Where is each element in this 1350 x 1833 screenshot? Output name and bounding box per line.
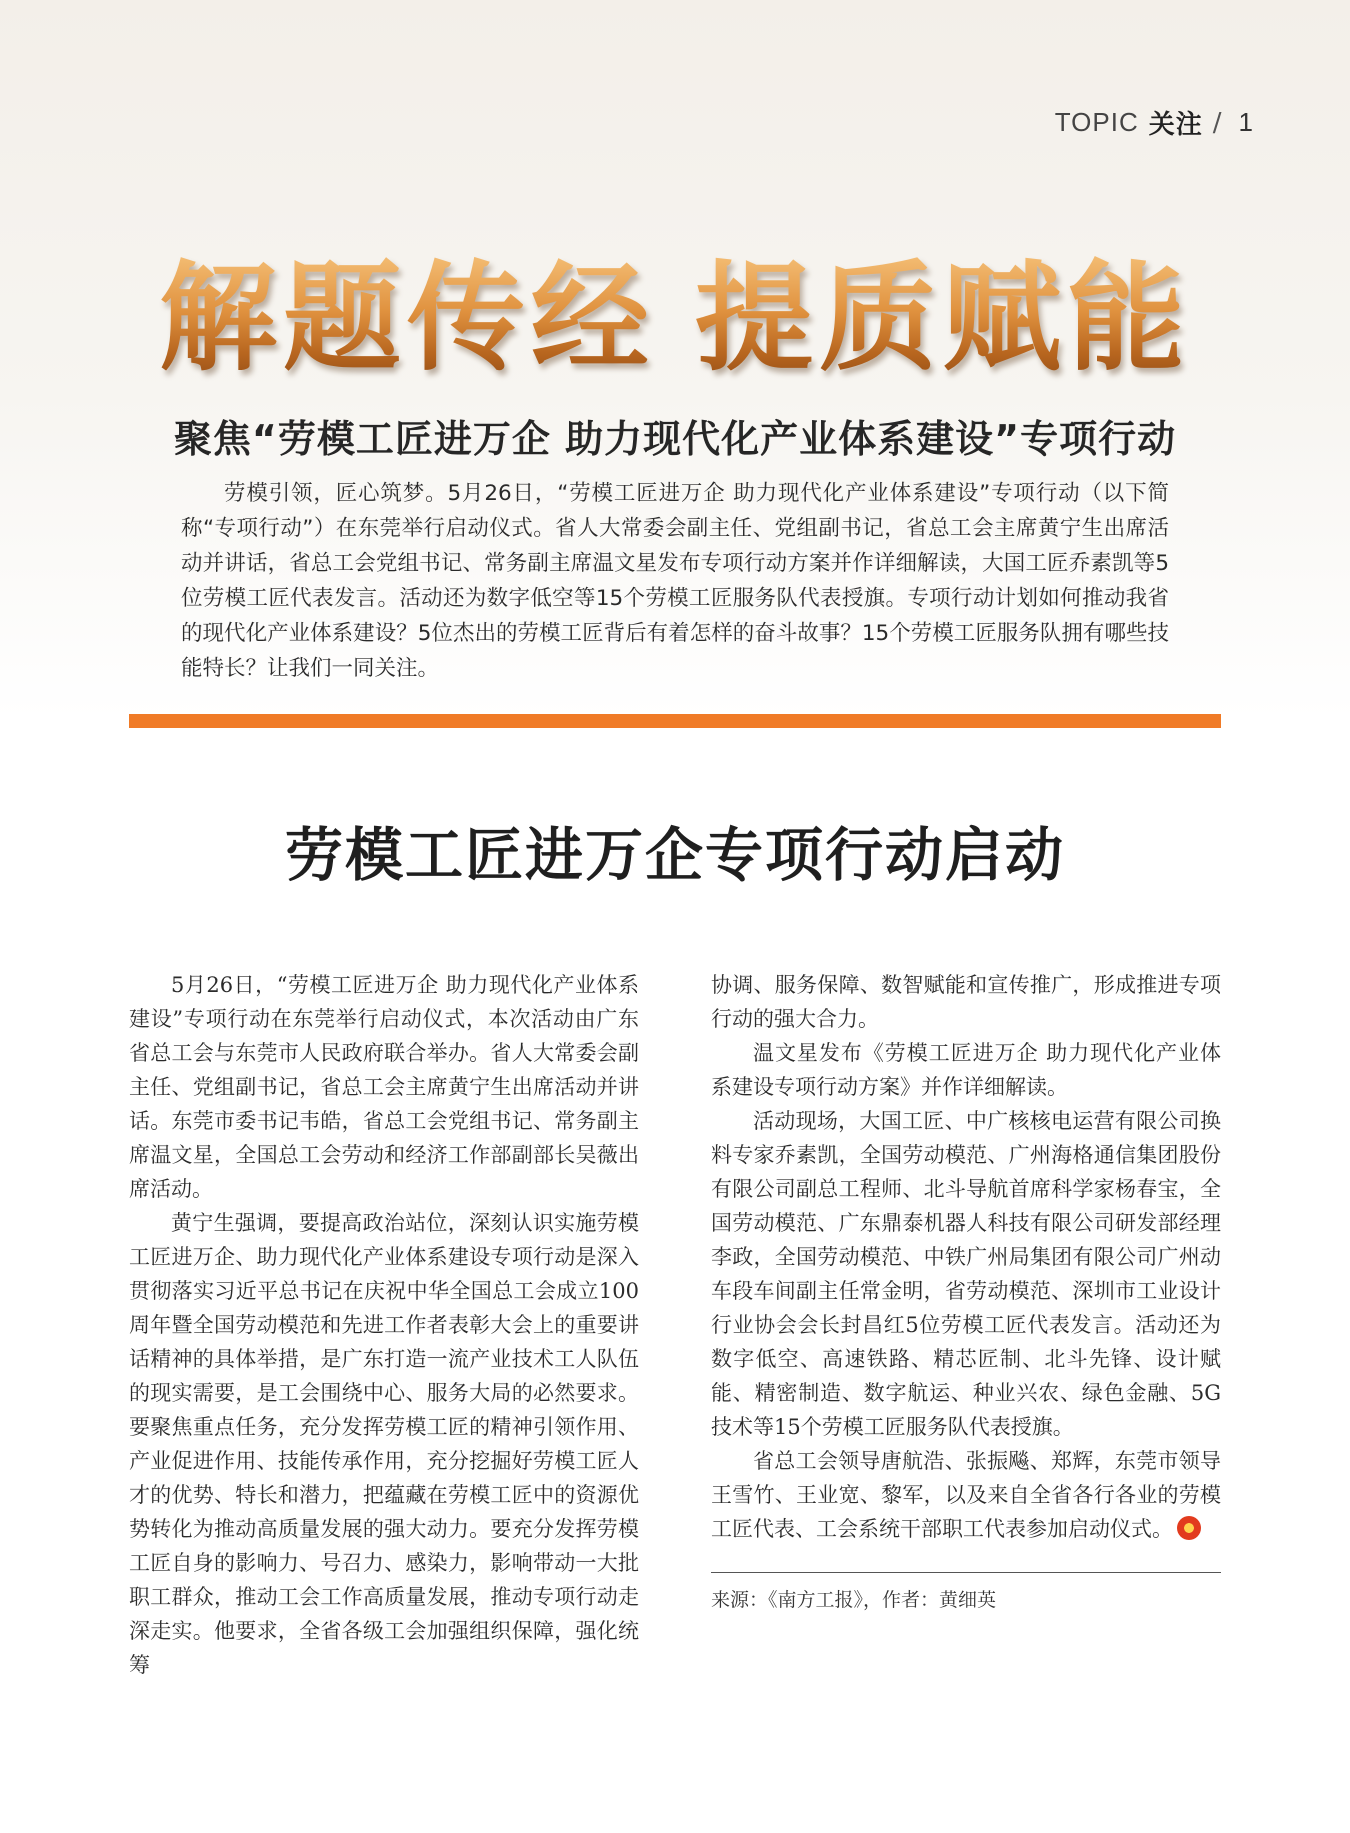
feature-title — [0, 248, 1350, 388]
article-paragraph: 黄宁生强调，要提高政治站位，深刻认识实施劳模工匠进万企、助力现代化产业体系建设专项行动是深入贯彻落实习近平总书记在庆祝中华全国总工会成立100周年暨全国劳动模范和先进工作者表彰大会上的重要讲话精神的具体举措，是广东打造一流产业技术工人队伍的现实需要，是工会围绕中心、服务大局的必然要求。要聚焦重点任务，充分发挥劳模工匠的精神引领作用、产业促进作用、技能传承作用，充分挖掘好劳模工匠人才的优势、特长和潜力，把蕴藏在劳模工匠中的资源优势转化为推动高质量发展的强大动力。要充分发挥劳模工匠自身的影响力、号召力、感染力，影响带动一大批职工群众，推动工会工作高质量发展，推动专项行动走深走实。他要求，全省各级工会加强组织保障，强化统筹 — [129, 1211, 639, 1677]
article-paragraph: 5月26日，“劳模工匠进万企 助力现代化产业体系建设”专项行动在东莞举行启动仪式，本次活动由广东省总工会与东莞市人民政府联合举办。省人大常委会副主任、党组副书记，省总工会主席黄宁生出席活动并讲话。东莞市委书记韦皓，省总工会党组书记、常务副主席温文星，全国总工会劳动和经济工作部副部长吴薇出席活动。 — [129, 973, 639, 1201]
article-title: 劳模工匠进万企专项行动启动 — [284, 821, 1065, 889]
intro-paragraph: 劳模引领，匠心筑梦。5月26日，“劳模工匠进万企 助力现代化产业体系建设”专项行动（以下简称“专项行动”）在东莞举行启动仪式。省人大常委会副主任、党组副书记，省总工会主席黄宁生出席活动并讲话，省总工会党组书记、常务副主席温文星发布专项行动方案并作详细解读，大国工匠乔素凯等5位劳模工匠代表发言。活动还为数字低空等15个劳模工匠服务队代表授旗。专项行动计划如何推动我省的现代化产业体系建设？5位杰出的劳模工匠背后有着怎样的奋斗故事？15个劳模工匠服务队拥有哪些技能特长？让我们一同关注。 — [181, 481, 1169, 681]
article-column-right — [711, 968, 1221, 1682]
section-divider — [129, 714, 1221, 728]
feature-title-part2: 提质赋能 — [695, 249, 1192, 387]
feature-subtitle: 聚焦“劳模工匠进万企 助力现代化产业体系建设”专项行动 — [173, 417, 1177, 461]
article-paragraph-continued: 协调、服务保障、数智赋能和宣传推广，形成推进专项行动的强大合力。 — [711, 973, 1221, 1031]
union-logo-icon — [1177, 1516, 1201, 1540]
article-paragraph: 活动现场，大国工匠、中广核核电运营有限公司换料专家乔素凯，全国劳动模范、广州海格通信集团股份有限公司副总工程师、北斗导航首席科学家杨春宝，全国劳动模范、广东鼎泰机器人科技有限公司研发部经理李政，全国劳动模范、中铁广州局集团有限公司广州动车段车间副主任常金明，省劳动模范、深圳市工业设计行业协会会长封昌红5位劳模工匠代表发言。活动还为数字低空、高速铁路、精芯匠制、北斗先锋、设计赋能、精密制造、数字航运、种业兴农、绿色金融、5G技术等15个劳模工匠服务队代表授旗。 — [711, 1109, 1221, 1439]
article-paragraph: 温文星发布《劳模工匠进万企 助力现代化产业体系建设专项行动方案》并作详细解读。 — [711, 1041, 1221, 1099]
source-divider — [711, 1572, 1221, 1573]
page-header — [1055, 104, 1254, 141]
header-slash: / — [1212, 107, 1223, 138]
topic-label: TOPIC — [1054, 107, 1139, 137]
section-label: 关注 — [1148, 110, 1203, 140]
article-body — [129, 968, 1221, 1682]
article-paragraph-last — [711, 1444, 1221, 1546]
source-credit: 来源：《南方工报》，作者：黄细英 — [711, 1589, 997, 1611]
feature-title-part1: 解题传经 — [158, 249, 655, 387]
page-number: 1 — [1238, 107, 1254, 137]
article-column-left — [129, 968, 639, 1682]
article-paragraph-text: 省总工会领导唐航浩、张振飚、郑辉，东莞市领导王雪竹、王业宽、黎军，以及来自全省各行各业的劳模工匠代表、工会系统干部职工代表参加启动仪式。 — [711, 1449, 1221, 1541]
